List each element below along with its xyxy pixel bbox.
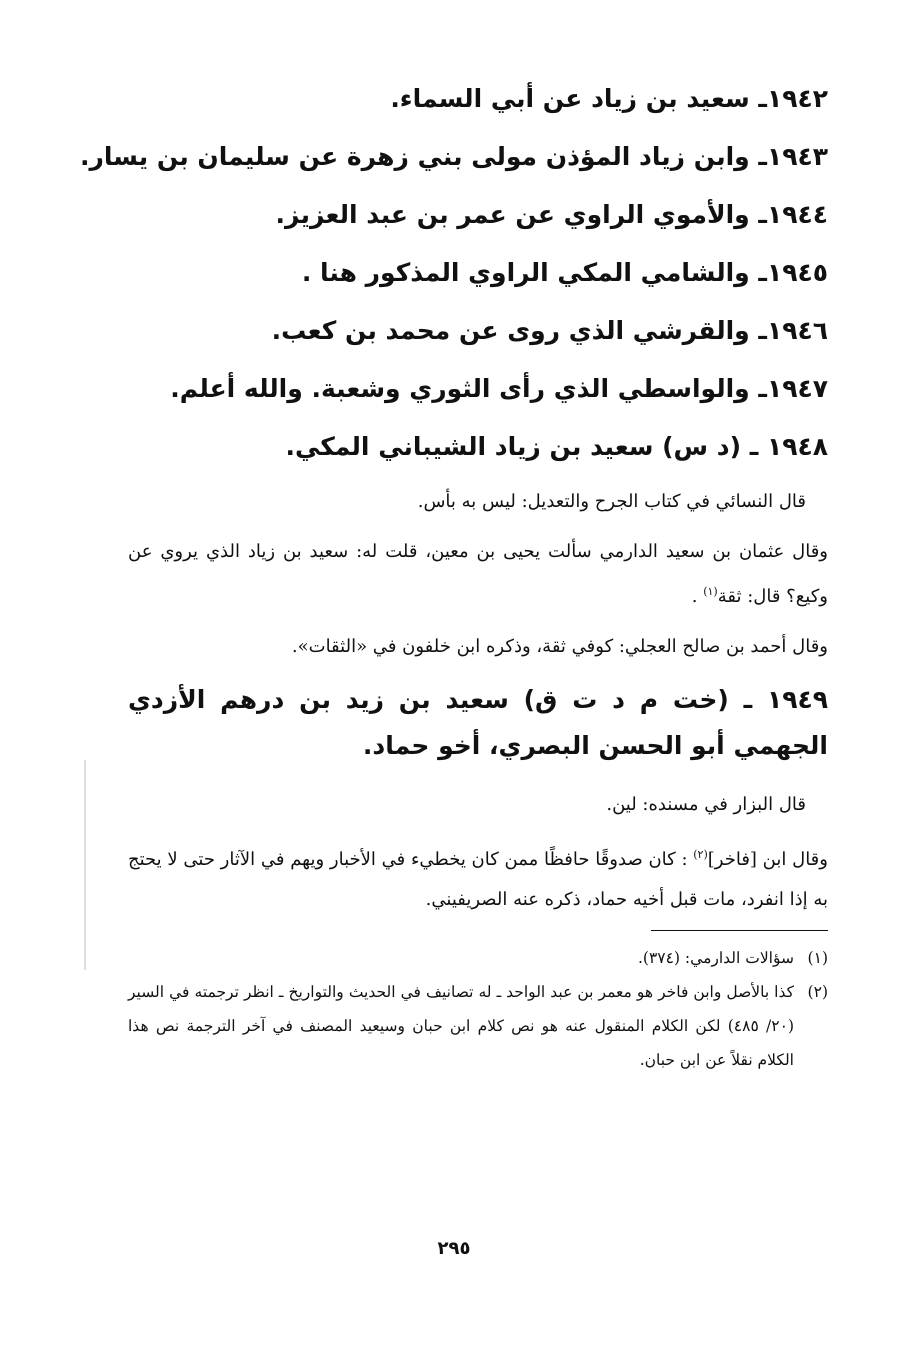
footnote-2	[128, 975, 828, 1077]
entry-1948: ١٩٤٨ ـ (د س) سعيد بن زياد الشيباني المكي.	[285, 432, 828, 461]
fakhir-start: وقال ابن [فاخر]	[707, 849, 828, 870]
footnote-number: (٢)	[807, 983, 828, 1001]
entry-1949: ١٩٤٩ ـ (خت م د ت ق) سعيد بن زيد بن درهم الأزدي الجهمي أبو الحسن البصري، أخو حماد.	[128, 685, 828, 760]
footnote-text: كذا بالأصل وابن فاخر هو معمر بن عبد الواحد ـ له تصانيف في الحديث والتواريخ ـ انظر ترجمته في السير (٢٠/ ٤٨٥) لكن الكلام المنقول عنه هو نص كلام ابن حبان وسيعيد المصنف في آخر الترجمة نص هذا الكلام نقلاً عن ابن حبان.	[128, 983, 794, 1069]
page-content	[80, 70, 828, 1077]
fakhir-paragraph	[128, 835, 828, 920]
footnote-number: (١)	[807, 949, 828, 967]
footnote-ref-2: (٢)	[693, 848, 708, 861]
page-number: ٢٩٥	[437, 1238, 471, 1259]
fakhir-text: : كان صدوقًا حافظًا ممن كان يخطيء في الأخبار ويهم في الآثار حتى لا يحتج به إذا انفرد، مات قبل أخيه حماد، ذكره عنه الصريفيني.	[128, 849, 828, 910]
bazzar-paragraph: قال البزار في مسنده: لين.	[606, 794, 806, 815]
footnote-ref-1: (١)	[703, 585, 718, 598]
nasai-paragraph: قال النسائي في كتاب الجرح والتعديل: ليس به بأس.	[417, 491, 806, 512]
darimi-text: وقال عثمان بن سعيد الدارمي سألت يحيى بن معين، قلت له: سعيد بن زياد الذي يروي عن وكيع؟ قال: ثقة	[128, 541, 828, 607]
entry-1942: ١٩٤٢ـ سعيد بن زياد عن أبي السماء.	[390, 84, 828, 113]
margin-mark	[84, 760, 86, 970]
footnote-separator	[651, 930, 828, 931]
entry-1947: ١٩٤٧ـ والواسطي الذي رأى الثوري وشعبة. والله أعلم.	[170, 374, 828, 403]
entry-1943: ١٩٤٣ـ وابن زياد المؤذن مولى بني زهرة عن سليمان بن يسار.	[80, 142, 828, 171]
darimi-end: .	[691, 586, 704, 607]
footnote-1	[128, 941, 828, 975]
darimi-paragraph	[128, 532, 828, 617]
ijli-paragraph: وقال أحمد بن صالح العجلي: كوفي ثقة، وذكره ابن خلفون في «الثقات».	[291, 636, 828, 657]
entry-1944: ١٩٤٤ـ والأموي الراوي عن عمر بن عبد العزيز.	[275, 200, 828, 229]
entry-1946: ١٩٤٦ـ والقرشي الذي روى عن محمد بن كعب.	[271, 316, 828, 345]
entry-1945: ١٩٤٥ـ والشامي المكي الراوي المذكور هنا .	[301, 258, 828, 287]
footnote-text: سؤالات الدارمي: (٣٧٤).	[637, 949, 794, 967]
